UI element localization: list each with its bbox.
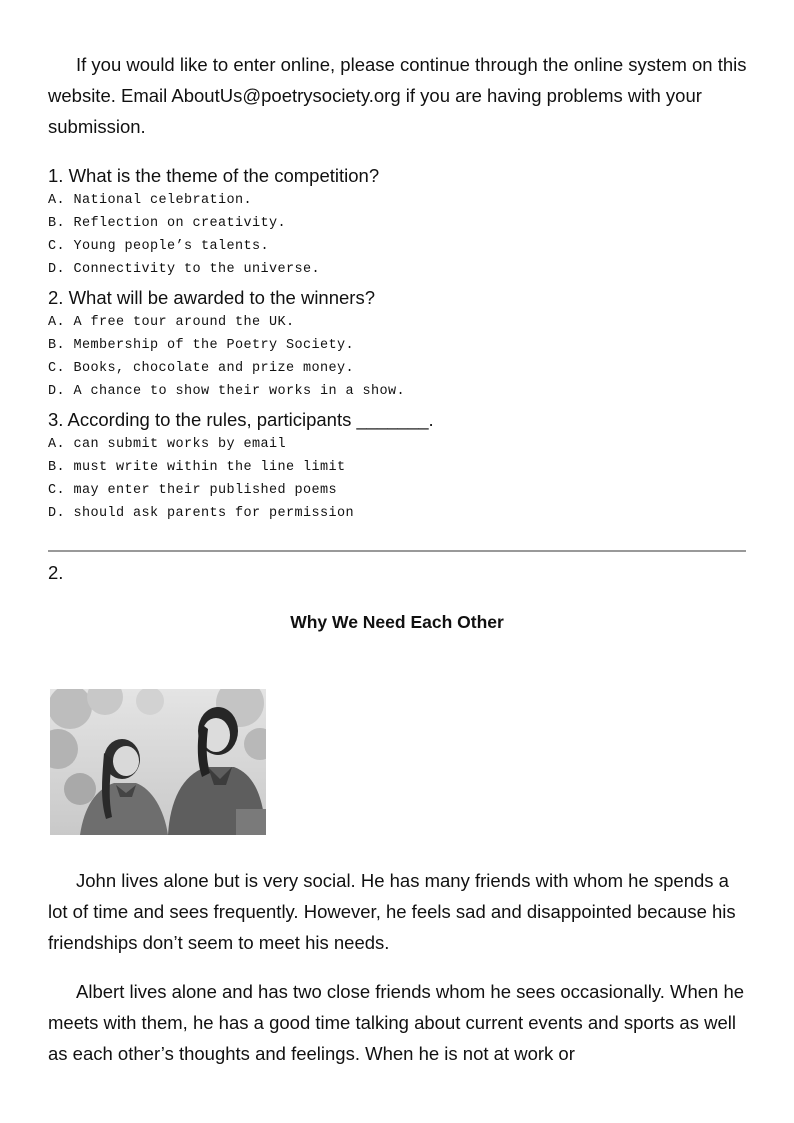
passage-paragraph-2: [48, 976, 748, 1069]
passage-paragraph-2-text: Albert lives alone and has two close friends whom he sees occasionally. When he meets with them, he has a good time talking about current events and sports as well as each other’s thoughts and feelings. When he is not at work or: [48, 981, 745, 1064]
passage-paragraph-1-text: John lives alone but is very social. He has many friends with whom he spends a lot of time and sees frequently. However, he feels sad and disappointed because his friendships don’t seem to meet his needs.: [48, 870, 736, 953]
question-1-option-c: C. Young people’s talents.: [48, 239, 270, 254]
question-2-option-a: A. A free tour around the UK.: [48, 315, 295, 330]
question-3: 3. According to the rules, participants _______.: [48, 409, 434, 430]
question-1-option-b: B. Reflection on creativity.: [48, 216, 287, 231]
two-schoolgirls-photo: [50, 689, 266, 835]
section-divider: [48, 550, 746, 552]
question-2-option-c: C. Books, chocolate and prize money.: [48, 361, 355, 376]
section-number: 2.: [48, 562, 64, 583]
question-1-option-a: A. National celebration.: [48, 193, 253, 208]
question-1-option-d: D. Connectivity to the universe.: [48, 262, 321, 277]
question-1: 1. What is the theme of the competition?: [48, 165, 380, 186]
intro-paragraph: [48, 49, 748, 142]
question-2-option-b: B. Membership of the Poetry Society.: [48, 338, 355, 353]
passage-title: Why We Need Each Other: [290, 612, 504, 632]
question-2: 2. What will be awarded to the winners?: [48, 287, 376, 308]
passage-paragraph-1: [48, 865, 748, 958]
question-3-option-a: A. can submit works by email: [48, 437, 287, 452]
question-3-option-c: C. may enter their published poems: [48, 483, 338, 498]
intro-text: If you would like to enter online, please continue through the online system on this website. Email AboutUs@poetrysociety.org if you are having problems with your submission.: [48, 54, 747, 137]
question-3-option-d: D. should ask parents for permission: [48, 506, 355, 521]
question-3-option-b: B. must write within the line limit: [48, 460, 346, 475]
photo-illustration: [50, 689, 266, 835]
question-2-option-d: D. A chance to show their works in a show.: [48, 384, 406, 399]
